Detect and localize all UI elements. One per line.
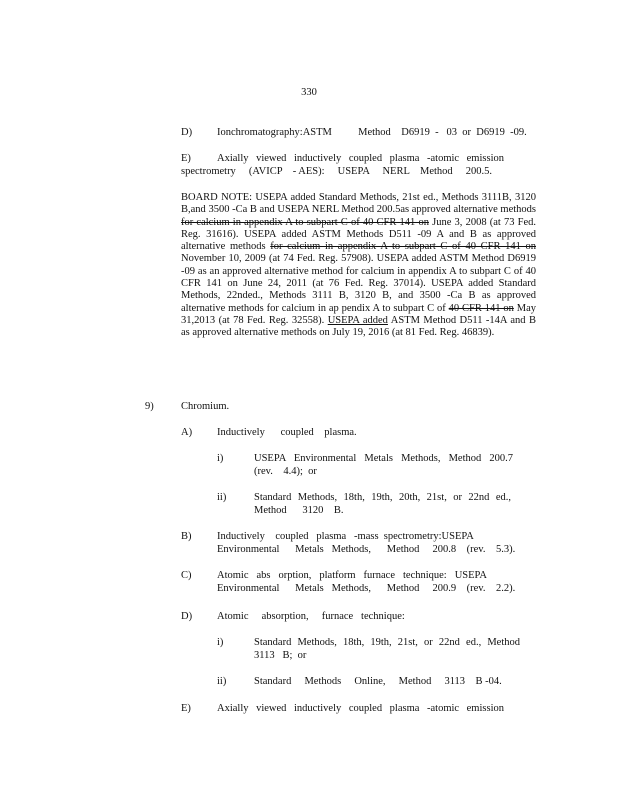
board-note-struck-3: 40 CFR 141 on [448,302,514,314]
page-number: 330 [301,87,317,98]
chromium-a-ii-label: ii) [217,492,227,503]
chromium-d-label: D) [181,611,193,622]
chromium-a-i-line-1: USEPA Environmental Metals Methods, Method 200.7 [254,453,513,464]
board-note-text-5: ASTM Method D511 -14A and B as approved alternative methods on July 19, 2016 (at 81 Fed. Reg. 46839). [181,314,536,339]
chromium-b-label: B) [181,531,192,542]
chromium-a-i-label: i) [217,453,224,464]
board-note-text-4: May 31,2013 (at 78 Fed. Reg. 32558). [181,302,536,326]
board-note-struck-2: for calcium in appendix A to subpart C of 40 CFR 141 on [270,241,536,253]
chromium-heading: Chromium. [181,401,230,412]
chromium-a-text: Inductively coupled plasma. [217,427,357,438]
chromium-b-line-2: Environmental Metals Methods, Method 200.8 (rev. 5.3). [217,544,516,555]
board-note-struck-1: for calcium in appendix A to subpart C of 40 CFR 141 on [181,216,429,228]
chromium-b-line-1: Inductively coupled plasma -mass spectrometry:USEPA [217,531,474,542]
item-label-e: E) [181,153,191,164]
chromium-a-i-line-2: (rev. 4.4); or [254,466,317,477]
chromium-d-ii-text: Standard Methods Online, Method 3113 B -04. [254,676,502,687]
chromium-a-label: A) [181,427,193,438]
avicp-line-2: spectrometry (AVICP - AES): USEPA NERL Method 200.5. [181,166,493,177]
section-label-9: 9) [145,401,154,412]
chromium-d-i-line-1: Standard Methods, 18th, 19th, 21st, or 22nd ed., Method [254,637,520,648]
board-note [181,192,536,392]
chromium-d-text: Atomic absorption, furnace technique: [217,611,405,622]
chromium-e-text: Axially viewed inductively coupled plasma -atomic emission [217,703,504,714]
chromium-c-line-2: Environmental Metals Methods, Method 200.9 (rev. 2.2). [217,583,516,594]
chromium-d-ii-label: ii) [217,676,227,687]
board-note-text-3: November 10, 2009 (at 74 Fed. Reg. 57908). USEPA added ASTM Method D6919 -09 as an approved alternative method for calcium in appendix A to subpart C of 40 CFR 141 on June 24, 2011 (at 76 Fed. Reg. 37014). USEPA added Standard Methods, 22nded., Methods 3111 B, 3120 B, and 3500 -Ca B as approved alternative methods for calcium in ap pendix A to subpart C of [181,253,536,314]
chromium-e-label: E) [181,703,191,714]
chromium-d-i-line-2: 3113 B; or [254,650,307,661]
avicp-line-1: Axially viewed inductively coupled plasma -atomic emission [217,153,504,164]
chromium-a-ii-line-1: Standard Methods, 18th, 19th, 20th, 21st, or 22nd ed., [254,492,511,503]
board-note-text-1: BOARD NOTE: USEPA added Standard Methods, 21st ed., Methods 3111B, 3120 B,and 3500 -Ca B and USEPA NERL Method 200.5as approved alternative methods [181,192,536,216]
board-note-text-2: June 3, 2008 (at 73 Fed. Reg. 31616). USEPA added ASTM Methods D511 -09 A and B as approved alternative methods [181,216,536,253]
chromium-c-line-1: Atomic abs orption, platform furnace technique: USEPA [217,570,487,581]
chromium-d-i-label: i) [217,637,224,648]
board-note-underlined-1: USEPA added [327,314,388,326]
chromium-c-label: C) [181,570,192,581]
ion-chromatography-method: Ionchromatography:ASTM Method D6919 - 03 or D6919 -09. [217,127,527,138]
chromium-a-ii-line-2: Method 3120 B. [254,505,344,516]
item-label-d: D) [181,127,193,138]
